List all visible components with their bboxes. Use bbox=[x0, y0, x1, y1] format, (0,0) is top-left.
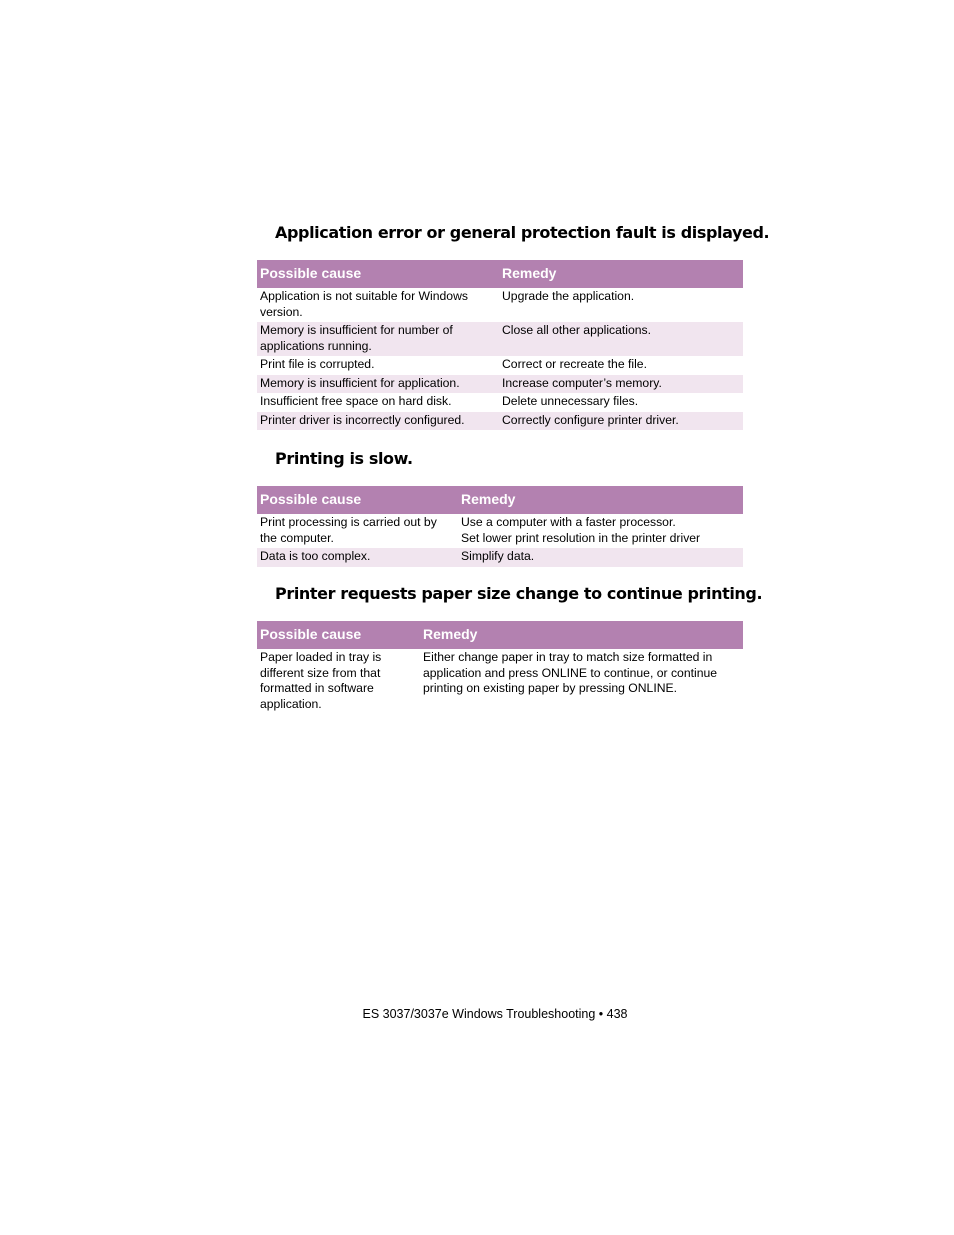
table-header-row bbox=[257, 486, 743, 514]
remedy-cell: Use a computer with a faster processor. Set lower print resolution in the printer driver bbox=[461, 515, 701, 545]
column-header-cause: Possible cause bbox=[257, 486, 458, 514]
troubleshooting-table-printing-slow bbox=[257, 486, 743, 567]
section-heading-printing-slow: Printing is slow. bbox=[275, 449, 413, 468]
cause-cell: Memory is insufficient for number of applications running. bbox=[257, 322, 499, 356]
cause-cell: Insufficient free space on hard disk. bbox=[260, 394, 452, 408]
table-row bbox=[257, 393, 743, 412]
remedy-cell: Close all other applications. bbox=[499, 322, 743, 356]
cause-cell: Printer driver is incorrectly configured. bbox=[257, 412, 499, 431]
table-header-row bbox=[257, 260, 743, 288]
remedy-cell: Correct or recreate the file. bbox=[502, 357, 647, 371]
cause-cell: Application is not suitable for Windows version. bbox=[260, 289, 468, 319]
column-header-remedy: Remedy bbox=[499, 260, 743, 288]
table-row bbox=[257, 288, 743, 322]
remedy-cell: Either change paper in tray to match size formatted in application and press ONLINE to continue, or continue printing on existing paper by pressing ONLINE. bbox=[423, 650, 718, 695]
cause-cell: Data is too complex. bbox=[257, 548, 458, 567]
page-footer: ES 3037/3037e Windows Troubleshooting • 438 bbox=[362, 1007, 628, 1021]
remedy-cell: Increase computer’s memory. bbox=[499, 375, 743, 394]
table-row bbox=[257, 356, 743, 375]
remedy-cell: Upgrade the application. bbox=[502, 289, 635, 303]
cause-cell: Print processing is carried out by the computer. bbox=[260, 515, 437, 545]
column-header-cause: Possible cause bbox=[257, 621, 420, 649]
table-header-row bbox=[257, 621, 743, 649]
troubleshooting-table-paper-size-change bbox=[257, 621, 743, 714]
table-row bbox=[257, 412, 743, 431]
column-header-cause: Possible cause bbox=[257, 260, 499, 288]
remedy-cell: Simplify data. bbox=[458, 548, 743, 567]
troubleshooting-table-application-error bbox=[257, 260, 743, 430]
cause-cell: Memory is insufficient for application. bbox=[257, 375, 499, 394]
cause-cell: Print file is corrupted. bbox=[260, 357, 375, 371]
cause-cell: Paper loaded in tray is different size from that formatted in software application. bbox=[260, 650, 382, 711]
section-heading-application-error: Application error or general protection fault is displayed. bbox=[275, 223, 770, 242]
table-row bbox=[257, 322, 743, 356]
column-header-remedy: Remedy bbox=[458, 486, 743, 514]
table-row bbox=[257, 375, 743, 394]
remedy-cell: Correctly configure printer driver. bbox=[499, 412, 743, 431]
remedy-cell: Delete unnecessary files. bbox=[502, 394, 639, 408]
table-row bbox=[257, 649, 743, 714]
table-row bbox=[257, 514, 743, 548]
column-header-remedy: Remedy bbox=[420, 621, 743, 649]
section-heading-paper-size-change: Printer requests paper size change to continue printing. bbox=[275, 584, 763, 603]
table-row bbox=[257, 548, 743, 567]
